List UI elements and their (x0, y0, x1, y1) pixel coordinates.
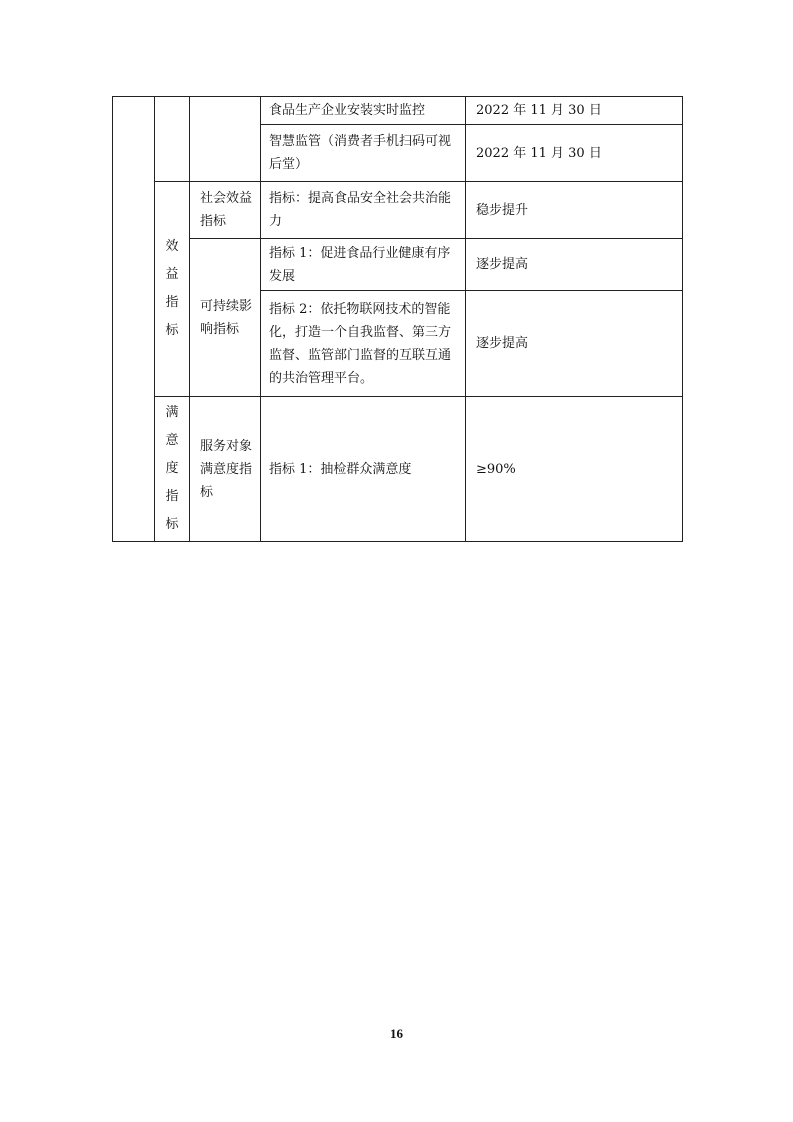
value-cell: 2022 年 11 月 30 日 (466, 125, 683, 182)
satisfaction-indicator-label: 满 意 度 指 标 (155, 397, 190, 542)
table-row (113, 97, 683, 125)
indicator-cell: 智慧监管（消费者手机扫码可视后堂） (261, 125, 466, 182)
benefit-indicator-label: 效 益 指 标 (155, 182, 190, 397)
level3-continued-cell (190, 97, 261, 182)
service-satisfaction-label: 服务对象满意度指标 (190, 397, 261, 542)
value-cell: ≥90% (466, 397, 683, 542)
table-row (113, 397, 683, 542)
level1-continued-cell (113, 97, 155, 542)
value-cell: 逐步提高 (466, 291, 683, 397)
indicator-cell: 指标：提高食品安全社会共治能力 (261, 182, 466, 239)
indicator-cell: 指标 1：抽检群众满意度 (261, 397, 466, 542)
sustainable-impact-label: 可持续影响指标 (190, 239, 261, 397)
table-row (113, 239, 683, 291)
value-cell: 逐步提高 (466, 239, 683, 291)
level2-continued-cell (155, 97, 190, 182)
social-benefit-label: 社会效益指标 (190, 182, 261, 239)
value-cell: 稳步提升 (466, 182, 683, 239)
indicator-cell: 指标 2：依托物联网技术的智能化，打造一个自我监督、第三方监督、监管部门监督的互联互通的共治管理平台。 (261, 291, 466, 397)
performance-indicator-table (112, 96, 683, 542)
table-row (113, 182, 683, 239)
indicator-cell: 食品生产企业安装实时监控 (261, 97, 466, 125)
page-number: 16 (390, 1026, 403, 1041)
indicator-cell: 指标 1：促进食品行业健康有序发展 (261, 239, 466, 291)
value-cell: 2022 年 11 月 30 日 (466, 97, 683, 125)
